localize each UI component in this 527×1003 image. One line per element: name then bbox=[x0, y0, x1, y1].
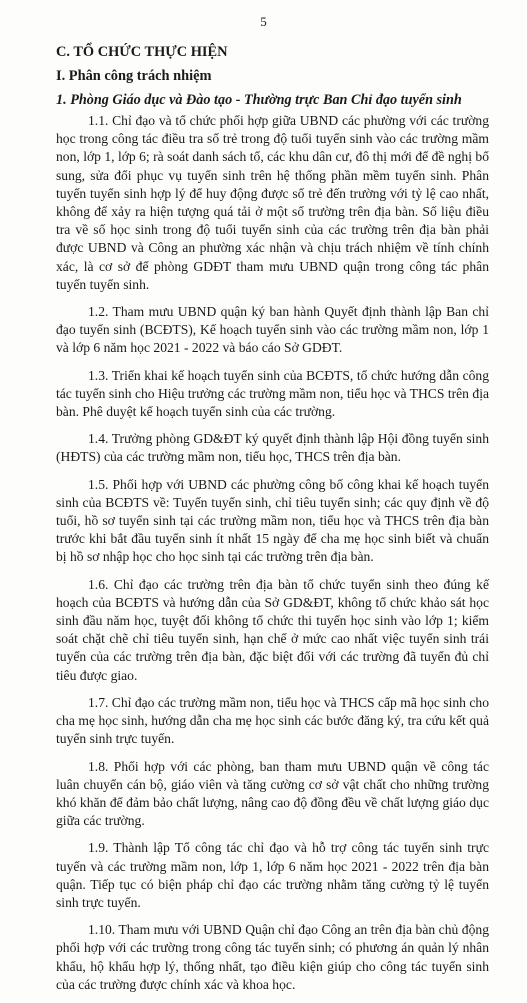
page-number: 5 bbox=[260, 14, 267, 29]
paragraph-1-3: 1.3. Triển khai kế hoạch tuyển sinh của BCĐTS, tổ chức hướng dẫn công tác tuyển sinh cho Hiệu trưởng các trường mầm non, tiểu học và THCS trên địa bàn. Phê duyệt kế hoạch tuyển sinh của các trường. bbox=[56, 367, 489, 420]
paragraph-1-1: 1.1. Chỉ đạo và tổ chức phối hợp giữa UBND các phường với các trường học trong công tác điều tra số trẻ trong độ tuổi tuyển sinh vào các trường mầm non, lớp 1, lớp 6; rà soát danh sách tổ, các khu dân cư, đô thị mới để đề nghị bổ sung, sửa đổi phục vụ tuyển sinh trên hệ thống phần mềm tuyển sinh. Phân tuyến tuyển sinh hợp lý để huy động được số trẻ đến trường với tỷ lệ cao nhất, không để xảy ra hiện tượng quá tải ở một số trường trên địa bàn. Số liệu điều tra về số học sinh trong độ tuổi tuyển sinh của các trường trên địa bàn phải được UBND và Công an phường xác nhận và chịu trách nhiệm về tính chính xác, là cơ sở để phòng GDĐT tham mưu UBND quận trong công tác phân tuyến tuyển sinh. bbox=[56, 113, 489, 292]
paragraph-1-9: 1.9. Thành lập Tổ công tác chỉ đạo và hỗ trợ công tác tuyển sinh trực tuyến và các trường mầm non, lớp 1, lớp 6 năm học 2021 - 2022 trên địa bàn quận. Tiếp tục có biện pháp chỉ đạo các trường nhằm tăng cường tỷ lệ tuyển sinh trực tuyến. bbox=[56, 840, 489, 910]
paragraph-1-5: 1.5. Phối hợp với UBND các phường công bố công khai kế hoạch tuyển sinh của BCĐTS về: Tuyến tuyển sinh, chỉ tiêu tuyển sinh; các quy định về độ tuổi, hồ sơ tuyển sinh tại các trường mầm non, tiểu học và THCS trên địa bàn trước khi bắt đầu tuyển sinh ít nhất 15 ngày để cha mẹ học sinh biết và chuẩn bị hồ sơ nhập học cho học sinh tại các trường trên địa bàn. bbox=[56, 476, 489, 565]
subsubsection-title: 1. Phòng Giáo dục và Đào tạo - Thường trực Ban Chỉ đạo tuyển sinh bbox=[56, 92, 462, 108]
document-body bbox=[56, 42, 489, 1003]
paragraph-1-8: 1.8. Phối hợp với các phòng, ban tham mưu UBND quận về công tác luân chuyển cán bộ, giáo viên và tăng cường cơ sở vật chất cho những trường khó khăn để đảm bảo chất lượng, nâng cao độ đồng đều về chất lượng giáo dục giữa các trường. bbox=[56, 758, 489, 829]
subsection-title: I. Phân công trách nhiệm bbox=[56, 68, 212, 84]
paragraph-1-2: 1.2. Tham mưu UBND quận ký ban hành Quyết định thành lập Ban chỉ đạo tuyển sinh (BCĐTS), Kế hoạch tuyển sinh vào các trường mầm non, lớp 1 và lớp 6 năm học 2021 - 2022 và báo cáo Sở GDĐT. bbox=[56, 304, 489, 356]
section-title: C. TỔ CHỨC THỰC HIỆN bbox=[56, 44, 228, 60]
paragraph-1-10: 1.10. Tham mưu với UBND Quận chỉ đạo Công an trên địa bàn chủ động phối hợp với các trường trong công tác tuyển sinh; có phương án quản lý nhân khẩu, hộ khẩu hợp lý, thống nhất, tạo điều kiện giúp cho công tác tuyển sinh của các trường được chính xác và khoa học. bbox=[56, 922, 489, 992]
paragraph-1-6: 1.6. Chỉ đạo các trường trên địa bàn tổ chức tuyển sinh theo đúng kế hoạch của BCĐTS và hướng dẫn của Sở GD&ĐT, không tổ chức khảo sát học sinh đầu năm học, tuyệt đối không tổ chức thi tuyển học sinh vào lớp 1; kiểm soát chặt chẽ chỉ tiêu tuyển sinh, hạn chế ở mức cao nhất việc tuyển sinh trái tuyến của các trường trên địa bàn, đặc biệt đối với các trường đã tuyển đủ chỉ tiêu được giao. bbox=[56, 576, 489, 683]
paragraph-1-7: 1.7. Chỉ đạo các trường mầm non, tiểu học và THCS cấp mã học sinh cho cha mẹ học sinh, hướng dẫn cha mẹ học sinh các bước đăng ký, tra cứu kết quả tuyển sinh trực tuyến. bbox=[56, 694, 489, 747]
paragraph-1-4: 1.4. Trưởng phòng GD&ĐT ký quyết định thành lập Hội đồng tuyển sinh (HĐTS) của các trường mầm non, tiểu học, THCS trên địa bàn. bbox=[56, 431, 489, 465]
